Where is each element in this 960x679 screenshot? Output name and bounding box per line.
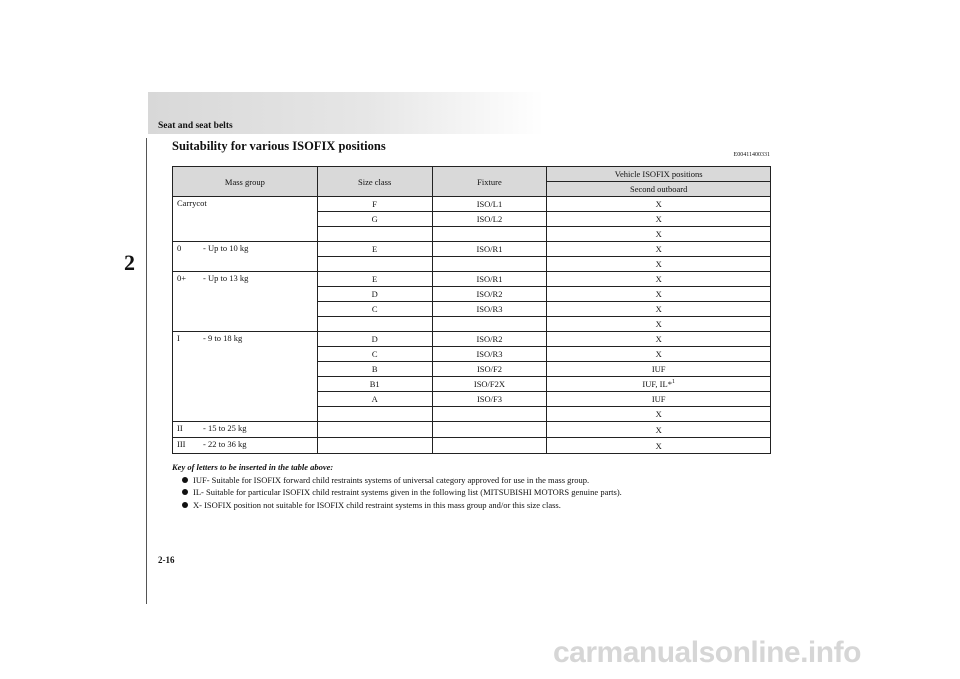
table-row: [173, 272, 771, 287]
suitability-value: X: [655, 229, 662, 239]
table-row: [173, 422, 771, 438]
watermark: carmanualsonline.info: [553, 636, 861, 669]
mass-group-number: 0: [177, 243, 182, 253]
size-class-cell: E: [317, 272, 432, 287]
header-mass-group: Mass group: [173, 167, 318, 197]
mass-group-cell: [173, 438, 318, 454]
suitability-value: X: [655, 334, 662, 344]
doc-code: E00411400331: [733, 152, 770, 158]
key-item: [182, 486, 792, 499]
suitability-value: X: [655, 440, 662, 451]
size-class-cell: D: [317, 332, 432, 347]
chapter-number: 2: [124, 250, 135, 275]
mass-group-cell: [173, 272, 318, 332]
mass-group-cell: [173, 197, 318, 242]
key-item-text: IUF- Suitable for ISOFIX forward child restraints systems of universal category approved for use in the mass group.: [193, 474, 590, 485]
fixture-cell: ISO/F2: [432, 362, 547, 377]
header-fixture: Fixture: [432, 167, 547, 197]
size-class-cell: A: [317, 392, 432, 407]
second-outboard-cell: [547, 392, 771, 407]
bullet-icon: [182, 477, 188, 483]
mass-group-number: I: [177, 333, 180, 343]
second-outboard-cell: [547, 332, 771, 347]
second-outboard-cell: [547, 197, 771, 212]
key-section: [172, 461, 792, 511]
header-vehicle-positions: Vehicle ISOFIX positions: [547, 167, 771, 182]
fixture-cell: ISO/R1: [432, 242, 547, 257]
suitability-value: X: [655, 199, 662, 209]
size-class-cell: E: [317, 242, 432, 257]
suitability-value: X: [655, 244, 662, 254]
second-outboard-cell: [547, 347, 771, 362]
fixture-cell: [432, 422, 547, 438]
table-row: [173, 332, 771, 347]
suitability-value: IUF: [651, 394, 666, 404]
second-outboard-cell: [547, 227, 771, 242]
fixture-cell: [432, 317, 547, 332]
second-outboard-cell: [547, 422, 771, 438]
second-outboard-cell: [547, 377, 771, 392]
fixture-cell: ISO/R1: [432, 272, 547, 287]
second-outboard-cell: [547, 287, 771, 302]
key-item-text: IL- Suitable for particular ISOFIX child restraint systems given in the following list (MITSUBISHI MOTORS genuine parts).: [193, 487, 622, 497]
fixture-cell: ISO/R3: [432, 302, 547, 317]
suitability-value: X: [655, 214, 662, 224]
size-class-cell: G: [317, 212, 432, 227]
second-outboard-cell: [547, 257, 771, 272]
header-size-class: Size class: [317, 167, 432, 197]
key-list: [172, 474, 792, 512]
section-title: Seat and seat belts: [158, 121, 233, 131]
second-outboard-cell: [547, 407, 771, 422]
size-class-cell: [317, 407, 432, 422]
mass-group-range: - Up to 13 kg: [203, 273, 249, 283]
fixture-cell: ISO/R2: [432, 287, 547, 302]
mass-group-range: - 15 to 25 kg: [203, 423, 247, 433]
mass-group-range: - Up to 10 kg: [203, 243, 249, 253]
mass-group-cell: [173, 332, 318, 422]
fixture-cell: ISO/L1: [432, 197, 547, 212]
suitability-value: X: [655, 274, 662, 284]
second-outboard-cell: [547, 317, 771, 332]
mass-group-number: II: [177, 423, 183, 433]
isofix-table: [172, 166, 771, 454]
mass-group-range: - 9 to 18 kg: [203, 333, 243, 343]
size-class-cell: [317, 422, 432, 438]
size-class-cell: D: [317, 287, 432, 302]
fixture-cell: [432, 257, 547, 272]
key-title: Key of letters to be inserted in the table above:: [172, 462, 334, 472]
suitability-value: X: [655, 304, 662, 314]
mass-group-number: 0+: [177, 273, 187, 283]
key-item: [182, 474, 792, 487]
suitability-value: IUF: [651, 364, 666, 374]
mass-group-number: Carrycot: [177, 198, 207, 208]
size-class-cell: [317, 257, 432, 272]
suitability-value: X: [655, 319, 662, 329]
suitability-value: IUF, IL*: [642, 379, 672, 389]
table-row: [173, 438, 771, 454]
header-second-outboard: Second outboard: [547, 182, 771, 197]
fixture-cell: ISO/R3: [432, 347, 547, 362]
bullet-icon: [182, 502, 188, 508]
suitability-value: X: [655, 424, 662, 435]
page-heading: Suitability for various ISOFIX positions: [172, 139, 386, 153]
fixture-cell: ISO/F3: [432, 392, 547, 407]
chapter-tab-divider: [146, 138, 147, 604]
mass-group-range: - 22 to 36 kg: [203, 439, 247, 449]
second-outboard-cell: [547, 438, 771, 454]
second-outboard-cell: [547, 302, 771, 317]
key-item-text: X- ISOFIX position not suitable for ISOFIX child restraint systems in this mass group and/or this size class.: [193, 499, 561, 510]
size-class-cell: F: [317, 197, 432, 212]
table-row: [173, 242, 771, 257]
second-outboard-cell: [547, 362, 771, 377]
mass-group-cell: [173, 242, 318, 272]
size-class-cell: B1: [317, 377, 432, 392]
size-class-cell: C: [317, 347, 432, 362]
suitability-value: X: [655, 349, 662, 359]
mass-group-number: III: [177, 439, 186, 449]
fixture-cell: [432, 227, 547, 242]
page-number: 2-16: [158, 555, 175, 565]
second-outboard-cell: [547, 272, 771, 287]
size-class-cell: C: [317, 302, 432, 317]
size-class-cell: [317, 317, 432, 332]
fixture-cell: ISO/L2: [432, 212, 547, 227]
suitability-value: X: [655, 289, 662, 299]
fixture-cell: ISO/R2: [432, 332, 547, 347]
size-class-cell: [317, 438, 432, 454]
suitability-value: X: [655, 409, 662, 419]
bullet-icon: [182, 489, 188, 495]
second-outboard-cell: [547, 242, 771, 257]
fixture-cell: ISO/F2X: [432, 377, 547, 392]
size-class-cell: [317, 227, 432, 242]
second-outboard-cell: [547, 212, 771, 227]
size-class-cell: B: [317, 362, 432, 377]
fixture-cell: [432, 438, 547, 454]
table-body: [173, 197, 771, 454]
table-row: [173, 197, 771, 212]
footnote-marker: 1: [671, 379, 675, 386]
fixture-cell: [432, 407, 547, 422]
suitability-value: X: [655, 259, 662, 269]
key-item: [182, 499, 792, 512]
mass-group-cell: [173, 422, 318, 438]
